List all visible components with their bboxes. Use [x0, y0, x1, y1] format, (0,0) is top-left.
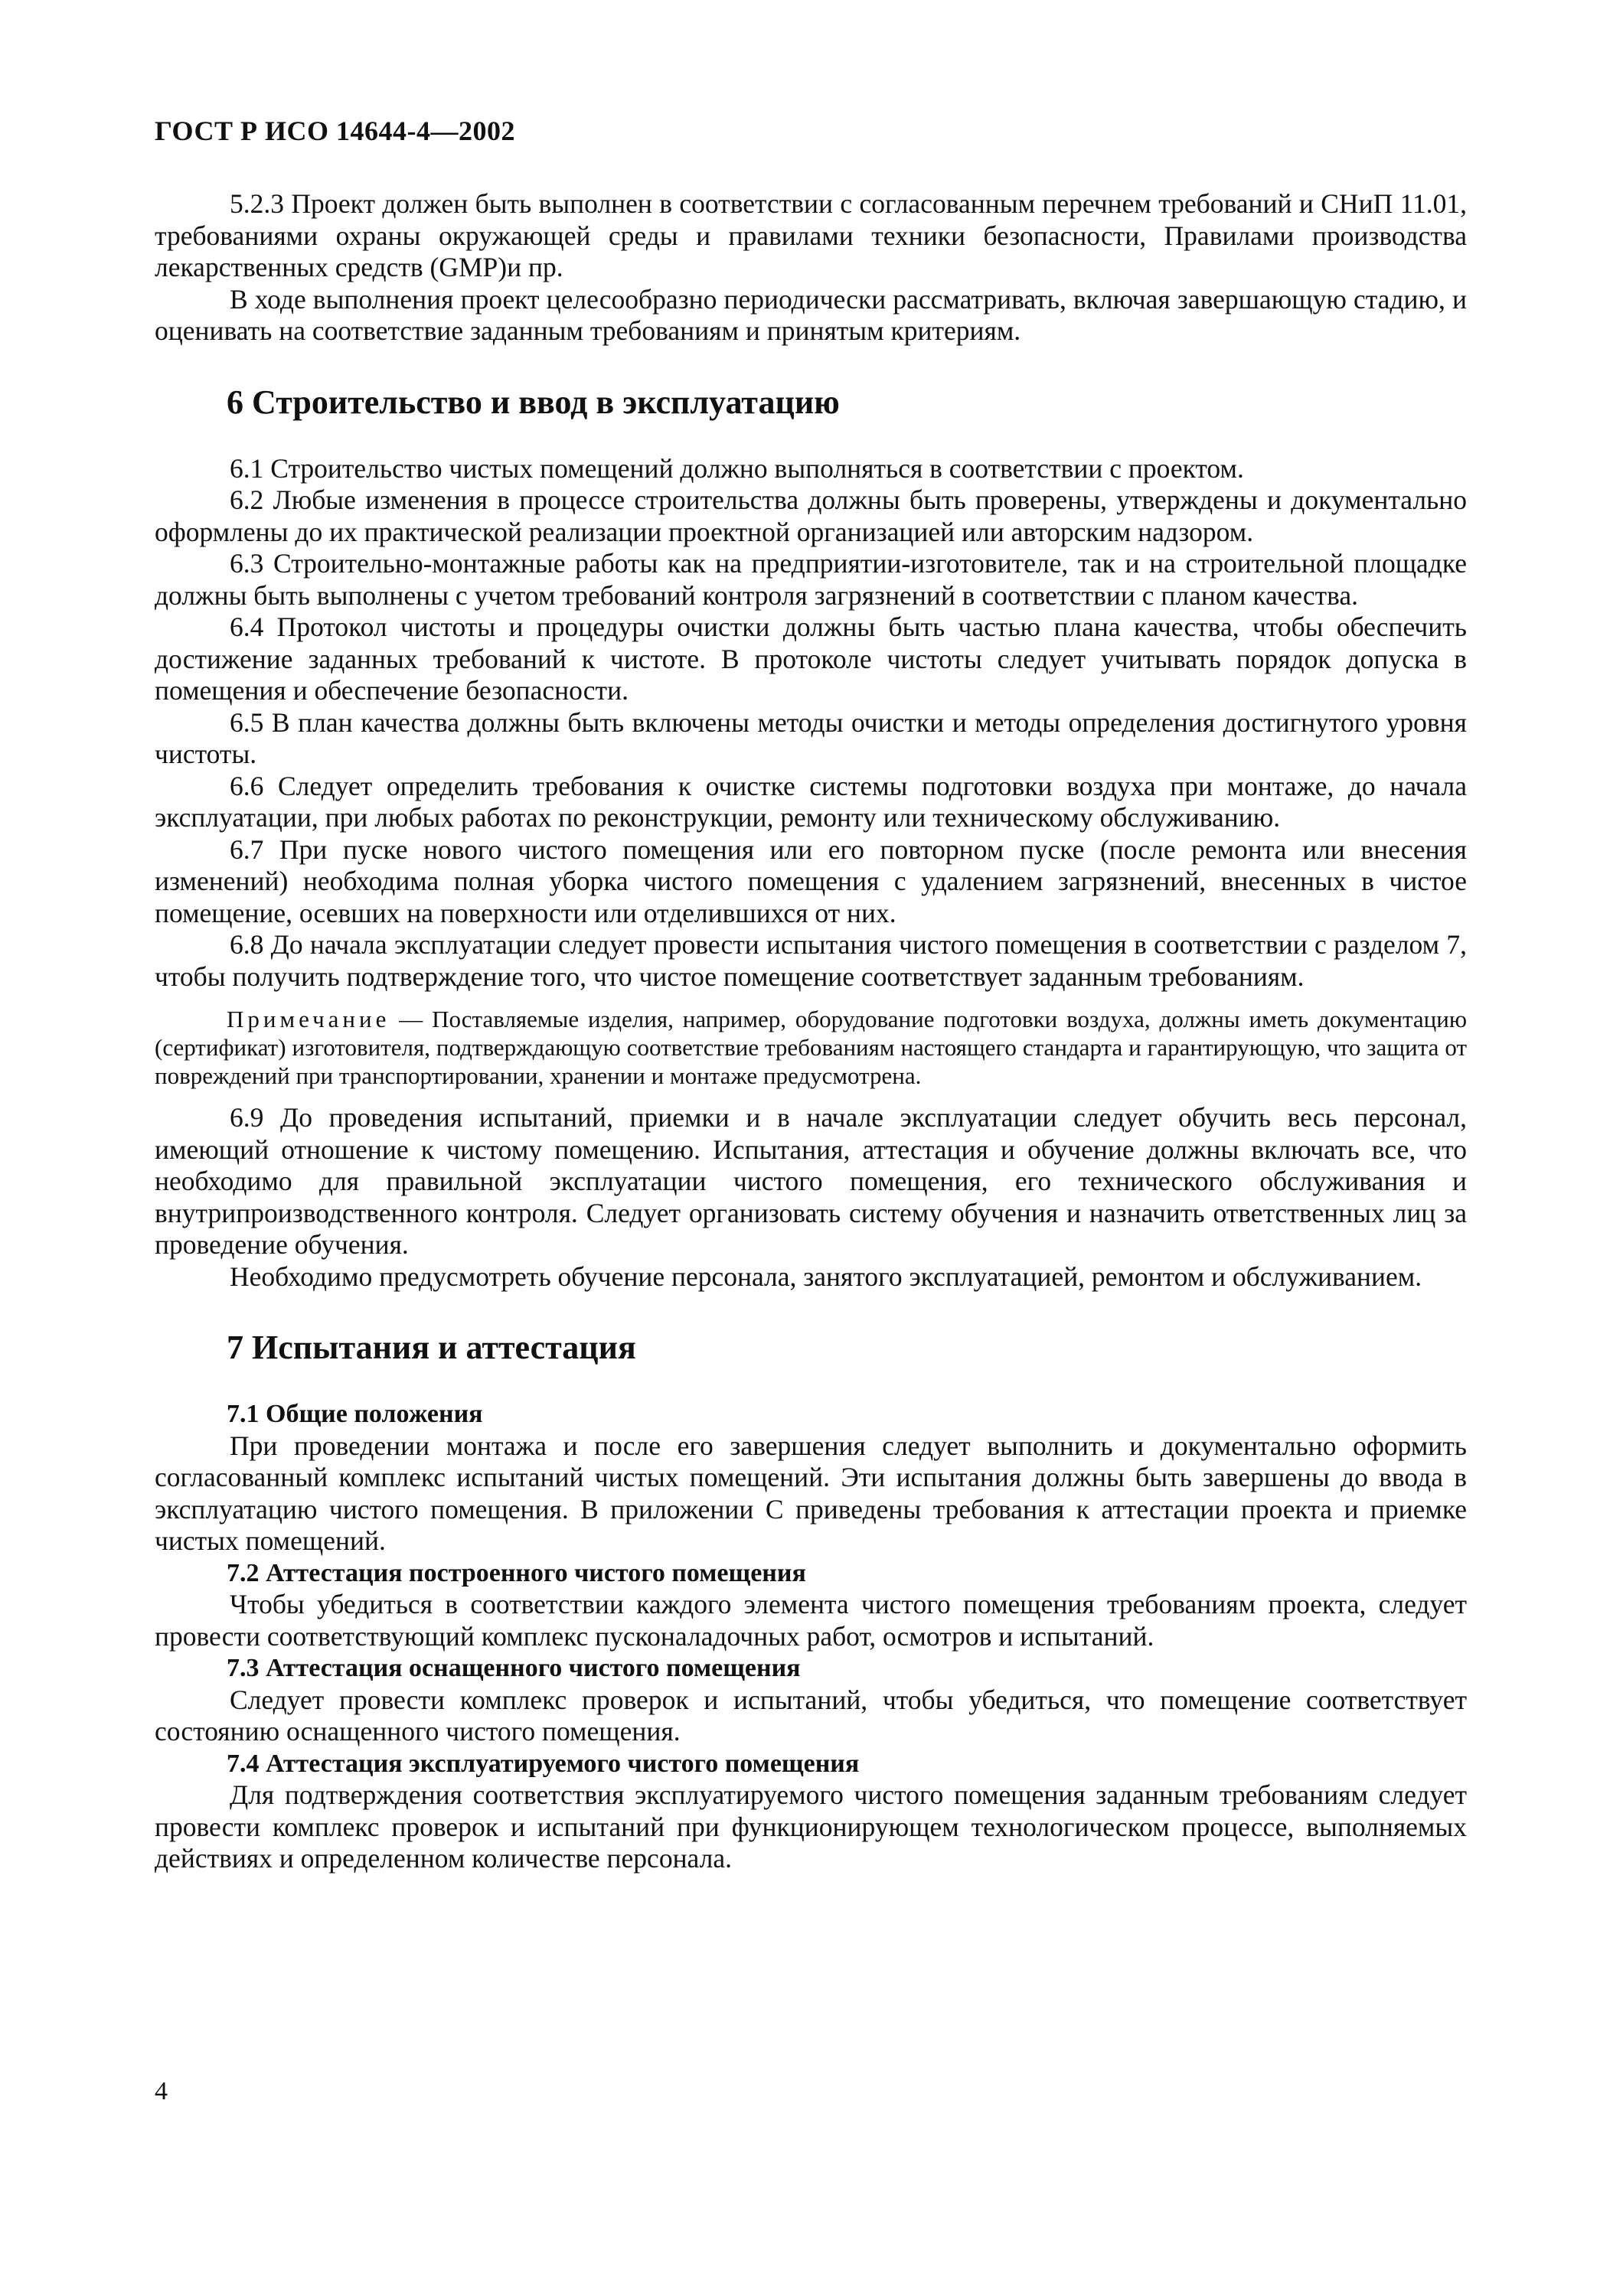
- note: [155, 1005, 1467, 1090]
- note-label: Примечание: [227, 1006, 390, 1032]
- paragraph-6-3: 6.3 Строительно-монтажные работы как на предприятии-изготовителе, так и на строительной площадке должны быть выполнены с учетом требований контроля загрязнений в соответствии с планом качества.: [155, 548, 1467, 611]
- paragraph-6-5: 6.5 В план качества должны быть включены методы очистки и методы определения достигнутого уровня чистоты.: [155, 706, 1467, 769]
- paragraph-7-2: Чтобы убедиться в соответствии каждого элемента чистого помещения требованиям проекта, следует провести соответствующий комплекс пусконаладочных работ, осмотров и испытаний.: [155, 1589, 1467, 1652]
- paragraph-6-9: 6.9 До проведения испытаний, приемки и в начале эксплуатации следует обучить весь персонал, имеющий отношение к чистому помещению. Испытания, аттестация и обучение должны включать все, что необходимо для правильной эксплуатации чистого помещения, его технического обслуживания и внутрипроизводственного контроля. Следует организовать систему обучения и назначить ответственных лиц за проведение обучения.: [155, 1102, 1467, 1260]
- subsection-7-4-heading: 7.4 Аттестация эксплуатируемого чистого помещения: [227, 1749, 860, 1778]
- paragraph-7-1: При проведении монтажа и после его завершения следует выполнить и документально оформить согласованный комплекс испытаний чистых помещений. Эти испытания должны быть завершены до ввода в эксплуатацию чистого помещения. В приложении С приведены требования к аттестации проекта и приемке чистых помещений.: [155, 1430, 1467, 1556]
- paragraph-training: Необходимо предусмотреть обучение персонала, занятого эксплуатацией, ремонтом и обслуживанием.: [230, 1261, 1422, 1292]
- paragraph-6-7: 6.7 При пуске нового чистого помещения или его повторном пуске (после ремонта или внесения изменений) необходима полная уборка чистого помещения с удалением загрязнений, внесенных в чистое помещение, осевших на поверхности или отделившихся от них.: [155, 833, 1467, 928]
- paragraph-6-2: 6.2 Любые изменения в процессе строительства должны быть проверены, утверждены и документально оформлены до их практической реализации проектной организацией или авторским надзором.: [155, 484, 1467, 547]
- document-header: ГОСТ Р ИСО 14644-4—2002: [155, 116, 515, 146]
- paragraph-5-2-3: 5.2.3 Проект должен быть выполнен в соответствии с согласованным перечнем требований и СНиП 11.01, требованиями охраны окружающей среды и правилами техники безопасности, Правилами производства лекарственных средств (GMP)и пр.: [155, 188, 1467, 282]
- paragraph-7-4: Для подтверждения соответствия эксплуатируемого чистого помещения заданным требованиям следует провести комплекс проверок и испытаний при функционирующем технологическом процессе, выполняемых действиях и определенном количестве персонала.: [155, 1779, 1467, 1874]
- paragraph-6-6: 6.6 Следует определить требования к очистке системы подготовки воздуха при монтаже, до начала эксплуатации, при любых работах по реконструкции, ремонту или техническому обслуживанию.: [155, 770, 1467, 833]
- paragraph-7-3: Следует провести комплекс проверок и испытаний, чтобы убедиться, что помещение соответствует состоянию оснащенного чистого помещения.: [155, 1684, 1467, 1746]
- paragraph-6-8: 6.8 До начала эксплуатации следует провести испытания чистого помещения в соответствии с разделом 7, чтобы получить подтверждение того, что чистое помещение соответствует заданным требованиям.: [155, 929, 1467, 992]
- note-text: — Поставляемые изделия, например, оборудование подготовки воздуха, должны иметь документацию (сертификат) изготовителя, подтверждающую соответствие требованиям настоящего стандарта и гарантирующую, что защита от повреждений при транспортировании, хранении и монтаже предусмотрена.: [155, 1006, 1467, 1089]
- page-number: 4: [155, 2077, 168, 2105]
- document-body: [155, 188, 1467, 1875]
- paragraph-review: В ходе выполнения проект целесообразно периодически рассматривать, включая завершающую стадию, и оценивать на соответствие заданным требованиям и принятым критериям.: [155, 283, 1467, 346]
- subsection-7-2-heading: 7.2 Аттестация построенного чистого помещения: [227, 1558, 806, 1587]
- section-7-heading: 7 Испытания и аттестация: [227, 1329, 636, 1366]
- subsection-7-3-heading: 7.3 Аттестация оснащенного чистого помещения: [227, 1654, 801, 1682]
- paragraph-6-1: 6.1 Строительство чистых помещений должно выполняться в соответствии с проектом.: [230, 452, 1244, 484]
- subsection-7-1-heading: 7.1 Общие положения: [227, 1400, 483, 1428]
- paragraph-6-4: 6.4 Протокол чистоты и процедуры очистки должны быть частью плана качества, чтобы обеспечить достижение заданных требований к чистоте. В протоколе чистоты следует учитывать порядок допуска в помещения и обеспечение безопасности.: [155, 612, 1467, 706]
- section-6-heading: 6 Строительство и ввод в эксплуатацию: [227, 383, 840, 421]
